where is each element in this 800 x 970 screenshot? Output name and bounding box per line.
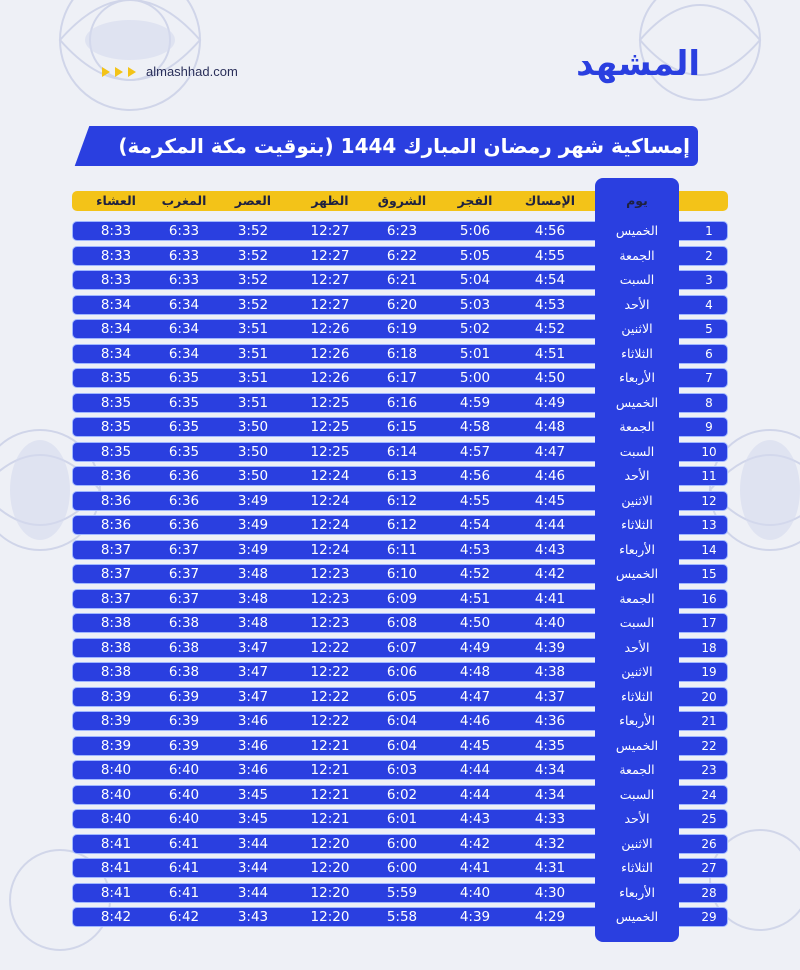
cell-n: 23 <box>701 763 717 777</box>
cell-imsak: 4:49 <box>534 395 566 411</box>
cell-day: الخميس <box>615 223 659 238</box>
cell-n: 21 <box>701 714 717 728</box>
cell-imsak: 4:50 <box>534 370 566 386</box>
cell-shurooq: 6:16 <box>386 395 418 411</box>
cell-day: السبت <box>619 272 655 287</box>
cell-n: 2 <box>705 249 713 263</box>
cell-asr: 3:46 <box>237 762 269 778</box>
cell-asr: 3:45 <box>237 787 269 803</box>
cell-n: 24 <box>701 788 717 802</box>
cell-asr: 3:44 <box>237 860 269 876</box>
cell-imsak: 4:34 <box>534 762 566 778</box>
cell-isha: 8:34 <box>100 346 132 362</box>
cell-shurooq: 6:11 <box>386 542 418 558</box>
cell-fajr: 4:44 <box>459 762 491 778</box>
cell-asr: 3:51 <box>237 370 269 386</box>
header-fajr: الفجر <box>457 193 493 208</box>
header-shurooq: الشروق <box>377 193 427 208</box>
cell-maghrib: 6:34 <box>168 346 200 362</box>
cell-n: 14 <box>701 543 717 557</box>
cell-imsak: 4:32 <box>534 836 566 852</box>
cell-imsak: 4:29 <box>534 909 566 925</box>
cell-fajr: 4:51 <box>459 591 491 607</box>
cell-imsak: 4:43 <box>534 542 566 558</box>
cell-n: 11 <box>701 469 717 483</box>
cell-day: الخميس <box>615 566 659 581</box>
cell-maghrib: 6:42 <box>168 909 200 925</box>
cell-n: 20 <box>701 690 717 704</box>
cell-n: 10 <box>701 445 717 459</box>
cell-n: 13 <box>701 518 717 532</box>
cell-shurooq: 6:00 <box>386 860 418 876</box>
cell-n: 1 <box>705 224 713 238</box>
cell-dhuhr: 12:26 <box>310 321 350 337</box>
cell-asr: 3:48 <box>237 591 269 607</box>
cell-asr: 3:50 <box>237 444 269 460</box>
cell-maghrib: 6:37 <box>168 591 200 607</box>
cell-day: السبت <box>619 444 655 459</box>
cell-isha: 8:35 <box>100 395 132 411</box>
cell-maghrib: 6:33 <box>168 248 200 264</box>
cell-fajr: 5:02 <box>459 321 491 337</box>
cell-shurooq: 6:12 <box>386 493 418 509</box>
cell-isha: 8:41 <box>100 885 132 901</box>
cell-asr: 3:49 <box>237 542 269 558</box>
cell-asr: 3:52 <box>237 223 269 239</box>
cell-fajr: 4:52 <box>459 566 491 582</box>
header-isha: العشاء <box>96 193 136 208</box>
cell-isha: 8:38 <box>100 615 132 631</box>
cell-day: الثلاثاء <box>621 346 653 361</box>
cell-fajr: 4:46 <box>459 713 491 729</box>
cell-shurooq: 6:03 <box>386 762 418 778</box>
cell-maghrib: 6:40 <box>168 787 200 803</box>
cell-day: الأربعاء <box>619 713 655 728</box>
cell-shurooq: 6:17 <box>386 370 418 386</box>
cell-n: 27 <box>701 861 717 875</box>
cell-n: 18 <box>701 641 717 655</box>
cell-asr: 3:48 <box>237 615 269 631</box>
cell-fajr: 5:05 <box>459 248 491 264</box>
cell-day: الجمعة <box>619 591 655 606</box>
cell-fajr: 4:47 <box>459 689 491 705</box>
cell-maghrib: 6:41 <box>168 836 200 852</box>
cell-fajr: 4:50 <box>459 615 491 631</box>
cell-fajr: 4:54 <box>459 517 491 533</box>
cell-day: الخميس <box>615 909 659 924</box>
cell-imsak: 4:36 <box>534 713 566 729</box>
cell-n: 5 <box>705 322 713 336</box>
cell-maghrib: 6:36 <box>168 468 200 484</box>
cell-shurooq: 6:08 <box>386 615 418 631</box>
cell-asr: 3:47 <box>237 664 269 680</box>
cell-asr: 3:51 <box>237 321 269 337</box>
cell-maghrib: 6:38 <box>168 640 200 656</box>
cell-day: الاثنين <box>621 664 653 679</box>
cell-day: الاثنين <box>621 493 653 508</box>
cell-maghrib: 6:36 <box>168 517 200 533</box>
cell-isha: 8:40 <box>100 787 132 803</box>
cell-maghrib: 6:40 <box>168 762 200 778</box>
cell-fajr: 4:40 <box>459 885 491 901</box>
cell-isha: 8:39 <box>100 738 132 754</box>
cell-dhuhr: 12:20 <box>310 885 350 901</box>
cell-maghrib: 6:37 <box>168 542 200 558</box>
cell-dhuhr: 12:25 <box>310 444 350 460</box>
cell-isha: 8:40 <box>100 762 132 778</box>
cell-maghrib: 6:35 <box>168 444 200 460</box>
cell-fajr: 5:03 <box>459 297 491 313</box>
cell-isha: 8:35 <box>100 444 132 460</box>
cell-fajr: 4:43 <box>459 811 491 827</box>
cell-dhuhr: 12:21 <box>310 811 350 827</box>
cell-fajr: 5:04 <box>459 272 491 288</box>
cell-dhuhr: 12:20 <box>310 860 350 876</box>
cell-fajr: 5:00 <box>459 370 491 386</box>
cell-n: 15 <box>701 567 717 581</box>
cell-shurooq: 6:07 <box>386 640 418 656</box>
cell-asr: 3:51 <box>237 346 269 362</box>
cell-asr: 3:52 <box>237 297 269 313</box>
cell-isha: 8:40 <box>100 811 132 827</box>
cell-n: 6 <box>705 347 713 361</box>
cell-day: الجمعة <box>619 419 655 434</box>
cell-n: 12 <box>701 494 717 508</box>
cell-day: الأربعاء <box>619 370 655 385</box>
cell-maghrib: 6:34 <box>168 321 200 337</box>
cell-day: الجمعة <box>619 248 655 263</box>
cell-imsak: 4:45 <box>534 493 566 509</box>
cell-isha: 8:37 <box>100 542 132 558</box>
cell-day: الخميس <box>615 395 659 410</box>
cell-isha: 8:34 <box>100 297 132 313</box>
cell-shurooq: 6:05 <box>386 689 418 705</box>
cell-imsak: 4:48 <box>534 419 566 435</box>
cell-asr: 3:49 <box>237 493 269 509</box>
cell-n: 8 <box>705 396 713 410</box>
cell-shurooq: 6:21 <box>386 272 418 288</box>
header-maghrib: المغرب <box>161 193 207 208</box>
cell-n: 29 <box>701 910 717 924</box>
cell-asr: 3:52 <box>237 272 269 288</box>
cell-dhuhr: 12:25 <box>310 419 350 435</box>
cell-imsak: 4:44 <box>534 517 566 533</box>
cell-asr: 3:44 <box>237 885 269 901</box>
cell-imsak: 4:40 <box>534 615 566 631</box>
cell-shurooq: 6:10 <box>386 566 418 582</box>
cell-isha: 8:35 <box>100 370 132 386</box>
cell-isha: 8:36 <box>100 493 132 509</box>
cell-dhuhr: 12:24 <box>310 517 350 533</box>
cell-dhuhr: 12:25 <box>310 395 350 411</box>
cell-day: الاثنين <box>621 836 653 851</box>
cell-dhuhr: 12:27 <box>310 248 350 264</box>
cell-n: 28 <box>701 886 717 900</box>
cell-shurooq: 6:18 <box>386 346 418 362</box>
cell-maghrib: 6:33 <box>168 272 200 288</box>
cell-asr: 3:52 <box>237 248 269 264</box>
cell-asr: 3:50 <box>237 419 269 435</box>
cell-shurooq: 6:19 <box>386 321 418 337</box>
cell-asr: 3:45 <box>237 811 269 827</box>
cell-maghrib: 6:33 <box>168 223 200 239</box>
cell-shurooq: 6:13 <box>386 468 418 484</box>
cell-day: الأحد <box>624 811 650 826</box>
cell-n: 17 <box>701 616 717 630</box>
cell-fajr: 4:53 <box>459 542 491 558</box>
cell-isha: 8:36 <box>100 468 132 484</box>
cell-n: 16 <box>701 592 717 606</box>
cell-day: الأحد <box>624 640 650 655</box>
cell-asr: 3:51 <box>237 395 269 411</box>
cell-day: الأحد <box>624 468 650 483</box>
cell-asr: 3:46 <box>237 713 269 729</box>
cell-fajr: 4:56 <box>459 468 491 484</box>
cell-n: 7 <box>705 371 713 385</box>
cell-imsak: 4:39 <box>534 640 566 656</box>
cell-maghrib: 6:35 <box>168 395 200 411</box>
header-dhuhr: الظهر <box>311 193 349 208</box>
cell-isha: 8:34 <box>100 321 132 337</box>
cell-shurooq: 5:58 <box>386 909 418 925</box>
cell-dhuhr: 12:26 <box>310 370 350 386</box>
cell-imsak: 4:30 <box>534 885 566 901</box>
cell-dhuhr: 12:20 <box>310 836 350 852</box>
cell-fajr: 4:41 <box>459 860 491 876</box>
cell-asr: 3:48 <box>237 566 269 582</box>
cell-isha: 8:33 <box>100 248 132 264</box>
cell-fajr: 4:45 <box>459 738 491 754</box>
cell-maghrib: 6:39 <box>168 738 200 754</box>
cell-dhuhr: 12:27 <box>310 297 350 313</box>
cell-fajr: 4:58 <box>459 419 491 435</box>
cell-asr: 3:44 <box>237 836 269 852</box>
header-imsak: الإمساك <box>524 193 576 208</box>
cell-n: 25 <box>701 812 717 826</box>
cell-day: الثلاثاء <box>621 689 653 704</box>
cell-imsak: 4:33 <box>534 811 566 827</box>
cell-shurooq: 6:01 <box>386 811 418 827</box>
cell-dhuhr: 12:21 <box>310 738 350 754</box>
cell-shurooq: 6:04 <box>386 713 418 729</box>
cell-maghrib: 6:38 <box>168 615 200 631</box>
cell-asr: 3:50 <box>237 468 269 484</box>
cell-dhuhr: 12:23 <box>310 615 350 631</box>
cell-fajr: 5:06 <box>459 223 491 239</box>
cell-dhuhr: 12:22 <box>310 640 350 656</box>
cell-shurooq: 6:20 <box>386 297 418 313</box>
cell-day: الأحد <box>624 297 650 312</box>
cell-maghrib: 6:39 <box>168 713 200 729</box>
cell-imsak: 4:54 <box>534 272 566 288</box>
cell-fajr: 4:55 <box>459 493 491 509</box>
cell-imsak: 4:41 <box>534 591 566 607</box>
cell-isha: 8:38 <box>100 640 132 656</box>
cell-isha: 8:36 <box>100 517 132 533</box>
cell-imsak: 4:35 <box>534 738 566 754</box>
cell-day: السبت <box>619 615 655 630</box>
cell-shurooq: 6:09 <box>386 591 418 607</box>
cell-isha: 8:42 <box>100 909 132 925</box>
cell-day: الأربعاء <box>619 885 655 900</box>
cell-imsak: 4:42 <box>534 566 566 582</box>
cell-fajr: 4:59 <box>459 395 491 411</box>
cell-shurooq: 6:02 <box>386 787 418 803</box>
cell-day: الثلاثاء <box>621 517 653 532</box>
cell-dhuhr: 12:27 <box>310 223 350 239</box>
cell-isha: 8:38 <box>100 664 132 680</box>
site-url: almashhad.com <box>146 64 238 79</box>
cell-dhuhr: 12:23 <box>310 566 350 582</box>
cell-imsak: 4:53 <box>534 297 566 313</box>
cell-shurooq: 6:00 <box>386 836 418 852</box>
cell-day: الأربعاء <box>619 542 655 557</box>
cell-isha: 8:37 <box>100 591 132 607</box>
cell-isha: 8:41 <box>100 860 132 876</box>
cell-imsak: 4:38 <box>534 664 566 680</box>
cell-dhuhr: 12:20 <box>310 909 350 925</box>
cell-n: 22 <box>701 739 717 753</box>
cell-shurooq: 6:23 <box>386 223 418 239</box>
cell-imsak: 4:31 <box>534 860 566 876</box>
cell-maghrib: 6:36 <box>168 493 200 509</box>
cell-maghrib: 6:39 <box>168 689 200 705</box>
cell-isha: 8:39 <box>100 713 132 729</box>
cell-dhuhr: 12:24 <box>310 468 350 484</box>
cell-isha: 8:33 <box>100 272 132 288</box>
cell-isha: 8:35 <box>100 419 132 435</box>
cell-n: 4 <box>705 298 713 312</box>
cell-fajr: 4:49 <box>459 640 491 656</box>
cell-imsak: 4:34 <box>534 787 566 803</box>
cell-n: 3 <box>705 273 713 287</box>
cell-dhuhr: 12:24 <box>310 493 350 509</box>
cell-asr: 3:47 <box>237 640 269 656</box>
cell-maghrib: 6:35 <box>168 419 200 435</box>
cell-dhuhr: 12:27 <box>310 272 350 288</box>
cell-day: الجمعة <box>619 762 655 777</box>
cell-n: 9 <box>705 420 713 434</box>
cell-shurooq: 6:06 <box>386 664 418 680</box>
cell-isha: 8:37 <box>100 566 132 582</box>
cell-shurooq: 6:15 <box>386 419 418 435</box>
cell-fajr: 4:39 <box>459 909 491 925</box>
cell-imsak: 4:51 <box>534 346 566 362</box>
cell-maghrib: 6:41 <box>168 860 200 876</box>
cell-asr: 3:43 <box>237 909 269 925</box>
cell-maghrib: 6:40 <box>168 811 200 827</box>
page-title: إمساكية شهر رمضان المبارك 1444 (بتوقيت مكة المكرمة) <box>118 134 690 158</box>
cell-asr: 3:46 <box>237 738 269 754</box>
cell-asr: 3:47 <box>237 689 269 705</box>
cell-maghrib: 6:38 <box>168 664 200 680</box>
header-day: يوم <box>626 193 648 208</box>
cell-dhuhr: 12:26 <box>310 346 350 362</box>
cell-asr: 3:49 <box>237 517 269 533</box>
cell-imsak: 4:46 <box>534 468 566 484</box>
cell-fajr: 4:42 <box>459 836 491 852</box>
cell-fajr: 4:57 <box>459 444 491 460</box>
cell-dhuhr: 12:22 <box>310 713 350 729</box>
cell-n: 19 <box>701 665 717 679</box>
cell-shurooq: 6:12 <box>386 517 418 533</box>
cell-n: 26 <box>701 837 717 851</box>
cell-dhuhr: 12:21 <box>310 762 350 778</box>
cell-fajr: 4:48 <box>459 664 491 680</box>
cell-fajr: 5:01 <box>459 346 491 362</box>
cell-maghrib: 6:34 <box>168 297 200 313</box>
cell-shurooq: 6:22 <box>386 248 418 264</box>
cell-day: السبت <box>619 787 655 802</box>
cell-isha: 8:39 <box>100 689 132 705</box>
cell-dhuhr: 12:24 <box>310 542 350 558</box>
cell-imsak: 4:52 <box>534 321 566 337</box>
cell-isha: 8:41 <box>100 836 132 852</box>
cell-imsak: 4:55 <box>534 248 566 264</box>
cell-day: الخميس <box>615 738 659 753</box>
cell-day: الثلاثاء <box>621 860 653 875</box>
cell-shurooq: 6:04 <box>386 738 418 754</box>
cell-maghrib: 6:35 <box>168 370 200 386</box>
cell-imsak: 4:56 <box>534 223 566 239</box>
cell-isha: 8:33 <box>100 223 132 239</box>
cell-day: الاثنين <box>621 321 653 336</box>
cell-dhuhr: 12:22 <box>310 689 350 705</box>
brand-logo: المشهد <box>576 44 700 84</box>
cell-imsak: 4:37 <box>534 689 566 705</box>
cell-shurooq: 5:59 <box>386 885 418 901</box>
header-asr: العصر <box>234 193 272 208</box>
cell-dhuhr: 12:23 <box>310 591 350 607</box>
cell-maghrib: 6:37 <box>168 566 200 582</box>
cell-fajr: 4:44 <box>459 787 491 803</box>
cell-dhuhr: 12:21 <box>310 787 350 803</box>
cell-maghrib: 6:41 <box>168 885 200 901</box>
cell-imsak: 4:47 <box>534 444 566 460</box>
cell-dhuhr: 12:22 <box>310 664 350 680</box>
cell-shurooq: 6:14 <box>386 444 418 460</box>
